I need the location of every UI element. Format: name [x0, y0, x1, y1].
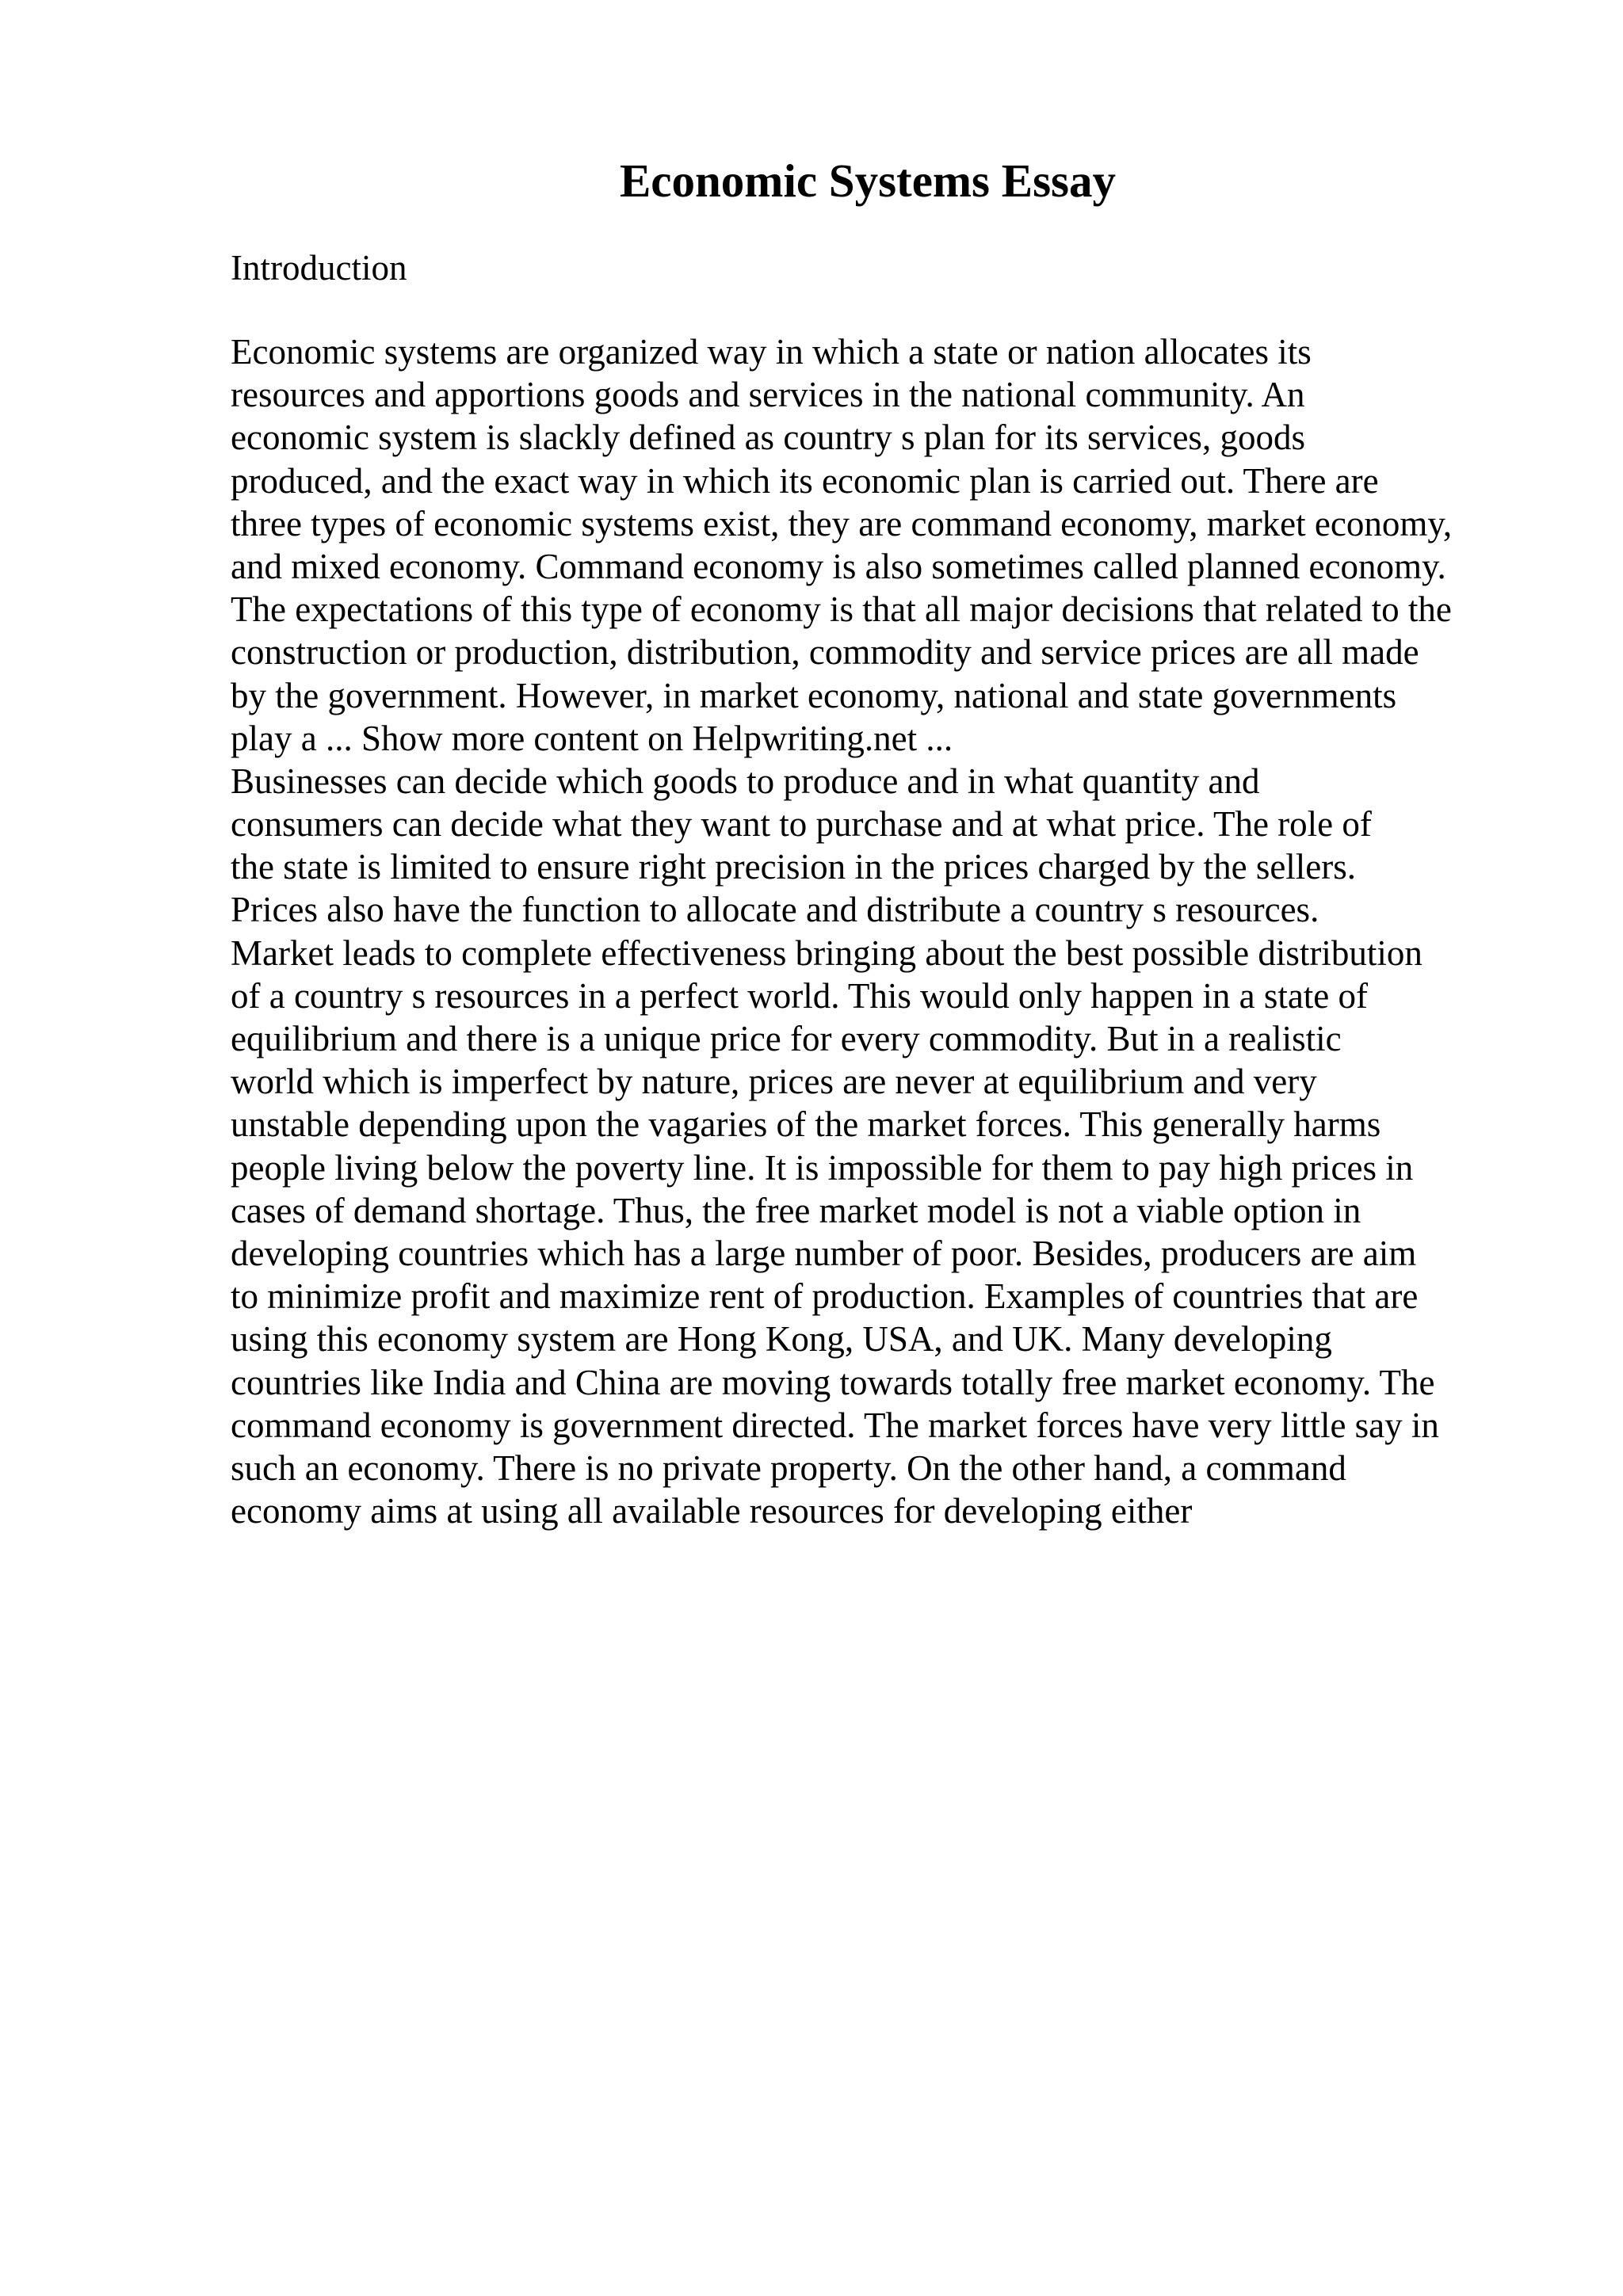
body-text-line: countries like India and China are moving towards totally free market economy. The	[231, 1362, 1435, 1402]
body-text-line: to minimize profit and maximize rent of production. Examples of countries that are	[231, 1276, 1419, 1317]
body-text-line: such an economy. There is no private property. On the other hand, a command	[231, 1447, 1346, 1488]
body-text-line: command economy is government directed. The market forces have very little say in	[231, 1405, 1439, 1445]
body-text-line: using this economy system are Hong Kong, USA, and UK. Many developing	[231, 1319, 1332, 1360]
body-text-line: unstable depending upon the vagaries of the market forces. This generally harms	[231, 1104, 1381, 1145]
body-text-line: the state is limited to ensure right precision in the prices charged by the sellers.	[231, 847, 1357, 887]
body-text-line: Prices also have the function to allocate and distribute a country s resources.	[231, 890, 1319, 930]
document-title: Economic Systems Essay	[619, 154, 1117, 207]
body-text-line: three types of economic systems exist, they are command economy, market economy,	[231, 503, 1453, 543]
body-text-line: equilibrium and there is a unique price for every commodity. But in a realistic	[231, 1019, 1342, 1058]
body-text-line: cases of demand shortage. Thus, the free market model is not a viable option in	[231, 1190, 1361, 1230]
body-text-line: The expectations of this type of economy is that all major decisions that related to the	[231, 589, 1452, 630]
section-heading: Introduction	[231, 248, 407, 288]
body-text-line: by the government. However, in market economy, national and state governments	[231, 675, 1397, 715]
body-text-line: economic system is slackly defined as country s plan for its services, goods	[231, 418, 1305, 458]
body-text-line: of a country s resources in a perfect world. This would only happen in a state of	[231, 975, 1369, 1016]
body-text-line: economy aims at using all available resources for developing either	[231, 1491, 1193, 1531]
body-text-line: Market leads to complete effectiveness bringing about the best possible distribution	[231, 933, 1423, 973]
body-text-line: resources and apportions goods and services in the national community. An	[231, 375, 1305, 415]
body-text-line: people living below the poverty line. It is impossible for them to pay high prices in	[231, 1147, 1414, 1188]
essay-body	[231, 330, 1594, 1532]
body-text-line: play a ... Show more content on Helpwriting.net ...	[231, 718, 953, 758]
body-text-line: and mixed economy. Command economy is also sometimes called planned economy.	[231, 546, 1446, 586]
body-text-line: world which is imperfect by nature, prices are never at equilibrium and very	[231, 1062, 1317, 1102]
body-text-line: produced, and the exact way in which its economic plan is carried out. There are	[231, 460, 1379, 501]
body-text-line: Economic systems are organized way in which a state or nation allocates its	[231, 332, 1312, 372]
body-text-line: developing countries which has a large number of poor. Besides, producers are aim	[231, 1233, 1417, 1273]
body-text-line: consumers can decide what they want to purchase and at what price. The role of	[231, 804, 1372, 845]
body-text-line: Businesses can decide which goods to produce and in what quantity and	[231, 761, 1260, 801]
body-text-line: construction or production, distribution, commodity and service prices are all made	[231, 632, 1419, 673]
